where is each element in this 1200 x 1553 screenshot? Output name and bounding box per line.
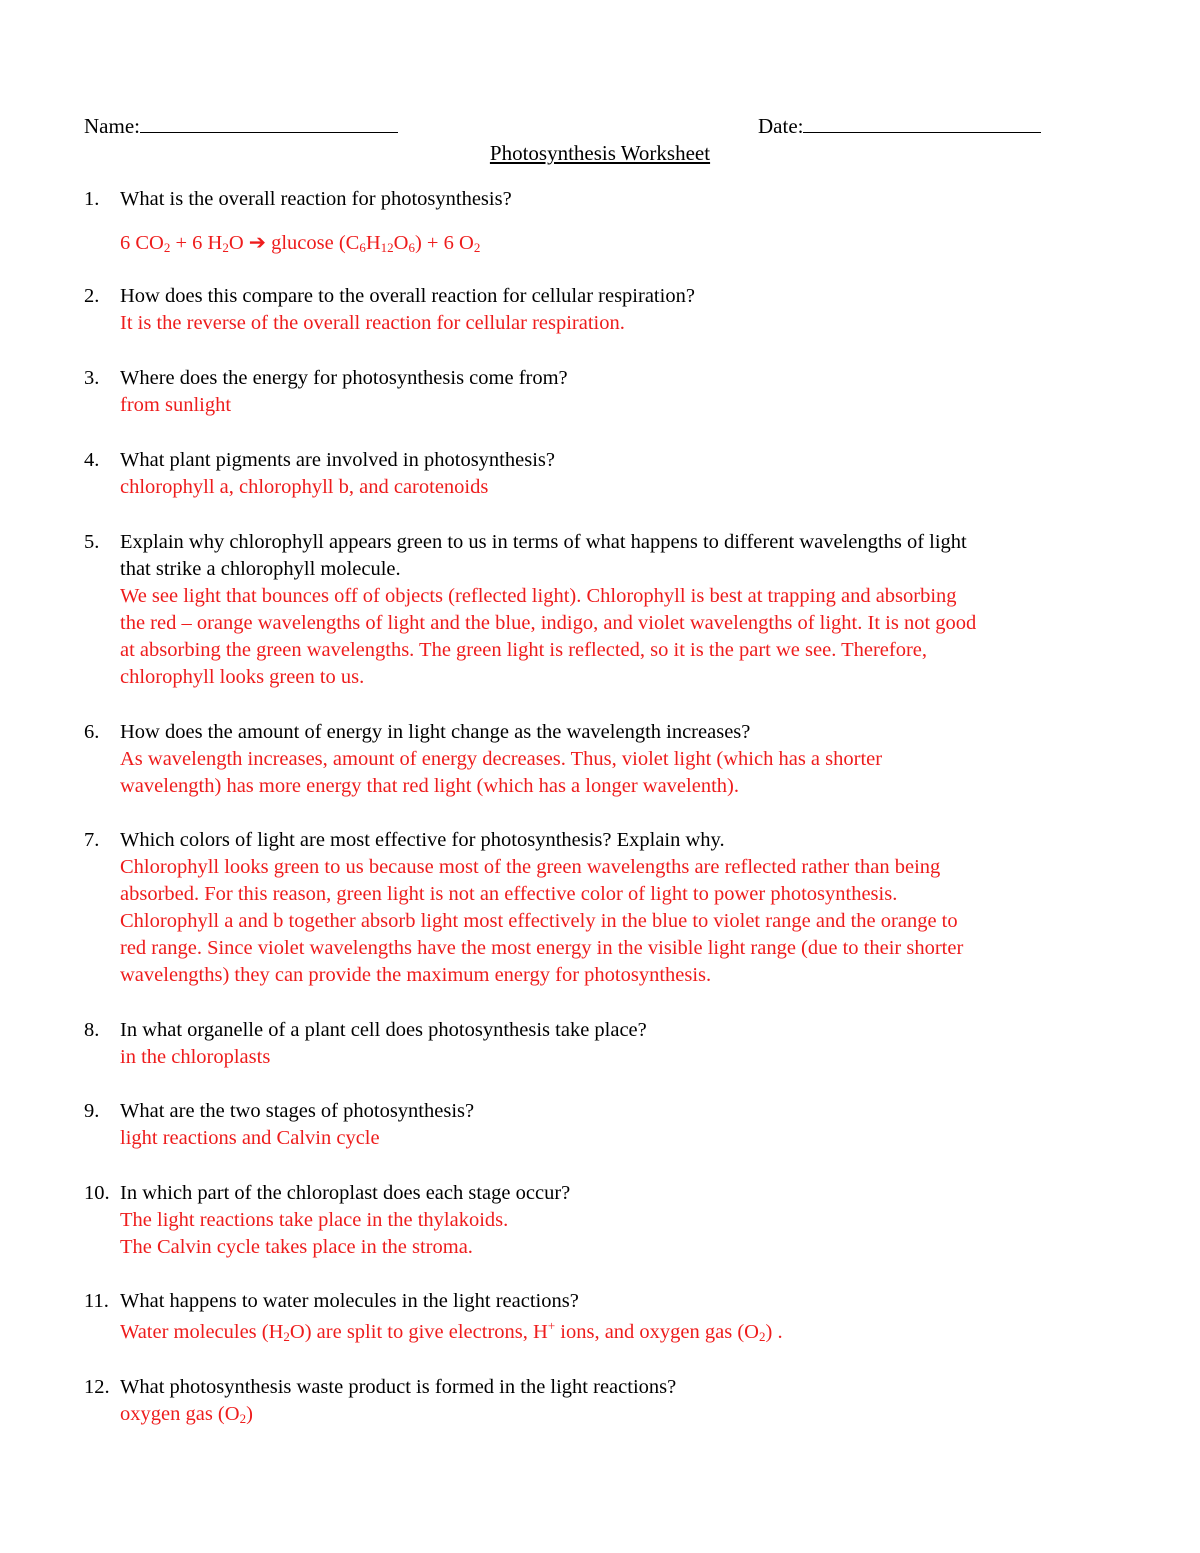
question-number: 1.	[84, 188, 100, 210]
answer-text: from sunlight	[120, 394, 232, 416]
question-text: Where does the energy for photosynthesis come from?	[120, 367, 568, 389]
question-number: 5.	[84, 531, 100, 553]
question-item-12	[84, 1374, 1124, 1428]
question-text: In what organelle of a plant cell does photosynthesis take place?	[120, 1019, 647, 1041]
answer-line-3: Chlorophyll a and b together absorb light most effectively in the blue to violet range and the orange to	[120, 910, 958, 932]
question-number: 3.	[84, 367, 100, 389]
question-text-line-1: Explain why chlorophyll appears green to us in terms of what happens to different wavelengths of light	[120, 531, 967, 553]
answer-line-4: chlorophyll looks green to us.	[120, 666, 365, 688]
question-text-line-2: that strike a chlorophyll molecule.	[120, 558, 401, 580]
question-number: 4.	[84, 449, 100, 471]
answer-line-2: The Calvin cycle takes place in the stroma.	[120, 1236, 473, 1258]
answer-line-1: Chlorophyll looks green to us because most of the green wavelengths are reflected rather than being	[120, 856, 941, 878]
name-label: Name:	[84, 114, 140, 138]
answer-line-1: As wavelength increases, amount of energy decreases. Thus, violet light (which has a shorter	[120, 748, 883, 770]
question-item-9	[84, 1098, 1124, 1152]
answer-line-5: wavelengths) they can provide the maximum energy for photosynthesis.	[120, 964, 712, 986]
answer-text: in the chloroplasts	[120, 1046, 271, 1068]
question-text: Which colors of light are most effective for photosynthesis? Explain why.	[120, 829, 725, 851]
answer-line-2: wavelength) has more energy that red light (which has a longer wavelenth).	[120, 775, 739, 797]
date-blank-line[interactable]	[803, 112, 1041, 133]
question-list	[84, 186, 1124, 1428]
question-item-10	[84, 1180, 1124, 1261]
answer-line-1: We see light that bounces off of objects (reflected light). Chlorophyll is best at trapping and absorbing	[120, 585, 957, 607]
header-row	[84, 112, 1084, 142]
question-number: 8.	[84, 1019, 100, 1041]
answer-line-1: The light reactions take place in the thylakoids.	[120, 1209, 509, 1231]
question-number: 6.	[84, 721, 100, 743]
question-text: What photosynthesis waste product is formed in the light reactions?	[120, 1376, 677, 1398]
question-number: 9.	[84, 1100, 100, 1122]
question-item-4	[84, 447, 1124, 501]
question-number: 10.	[84, 1182, 110, 1204]
answer-text: It is the reverse of the overall reaction for cellular respiration.	[120, 312, 625, 334]
question-item-11	[84, 1288, 1124, 1346]
page-title: Photosynthesis Worksheet	[489, 141, 711, 165]
question-text: What happens to water molecules in the light reactions?	[120, 1290, 579, 1312]
answer-line-2: the red – orange wavelengths of light and the blue, indigo, and violet wavelengths of light. It is not good	[120, 612, 977, 634]
answer-line-2: absorbed. For this reason, green light is not an effective color of light to power photosynthesis.	[120, 883, 898, 905]
question-number: 2.	[84, 285, 100, 307]
question-number: 7.	[84, 829, 100, 851]
date-field	[758, 112, 1041, 139]
name-blank-line[interactable]	[140, 112, 398, 133]
answer-equation: 6 $CO_2 + 6$ $H_2O$ ➔ glucose $(C_6H_{12}O_6) + 6$ $O_2$	[120, 232, 481, 255]
answer-text: light reactions and Calvin cycle	[120, 1127, 380, 1149]
name-field	[84, 112, 398, 139]
question-text: How does this compare to the overall reaction for cellular respiration?	[120, 285, 695, 307]
question-item-1	[84, 186, 1124, 257]
question-item-3	[84, 365, 1124, 419]
date-label: Date:	[758, 114, 804, 138]
question-item-5	[84, 529, 1124, 691]
question-number: 12.	[84, 1376, 110, 1398]
answer-text: Water molecules $(H_2O)$ are split to give electrons, H+ ions, and oxygen gas $(O_2)$ .	[120, 1318, 783, 1344]
question-item-8	[84, 1017, 1124, 1071]
answer-text: chlorophyll a, chlorophyll b, and carotenoids	[120, 476, 489, 498]
question-text: How does the amount of energy in light change as the wavelength increases?	[120, 721, 751, 743]
question-item-7	[84, 827, 1124, 989]
question-text: What is the overall reaction for photosynthesis?	[120, 188, 512, 210]
answer-line-4: red range. Since violet wavelengths have the most energy in the visible light range (due to their shorter	[120, 937, 964, 959]
arrow-right-icon: ➔	[248, 232, 266, 254]
question-item-2	[84, 283, 1124, 337]
question-text: What are the two stages of photosynthesis?	[120, 1100, 475, 1122]
question-number: 11.	[84, 1290, 109, 1312]
question-text: What plant pigments are involved in photosynthesis?	[120, 449, 555, 471]
answer-text: oxygen gas $(O_2)$	[120, 1403, 253, 1426]
question-text: In which part of the chloroplast does each stage occur?	[120, 1182, 571, 1204]
question-item-6	[84, 719, 1124, 800]
answer-line-3: at absorbing the green wavelengths. The green light is reflected, so it is the part we see. Therefore,	[120, 639, 927, 661]
